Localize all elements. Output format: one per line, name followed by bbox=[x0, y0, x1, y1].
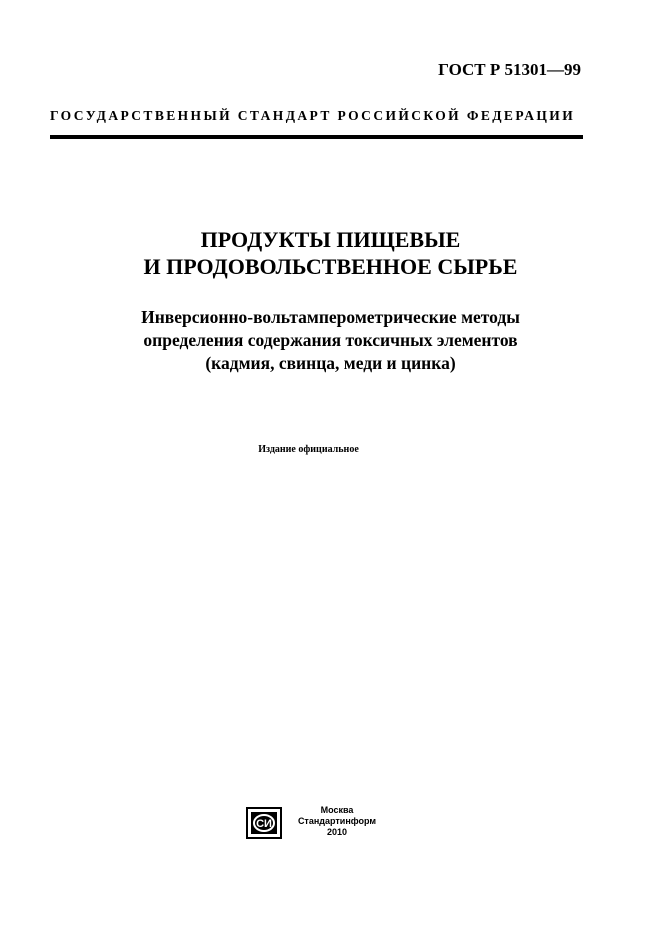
svg-text:СИ: СИ bbox=[256, 818, 272, 830]
publication-year: 2010 bbox=[326, 827, 348, 837]
title-line-1: ПРОДУКТЫ ПИЩЕВЫЕ bbox=[200, 227, 461, 252]
edition-label: Издание официальное bbox=[258, 444, 359, 455]
national-standard-heading: ГОСУДАРСТВЕННЫЙ СТАНДАРТ РОССИЙСКОЙ ФЕДЕРАЦИИ bbox=[50, 108, 576, 123]
subtitle-line-3: (кадмия, свинца, меди и цинка) bbox=[205, 353, 456, 373]
document-subtitle bbox=[0, 306, 661, 375]
header-rule bbox=[50, 135, 583, 139]
subtitle-line-1: Инверсионно-вольтамперометрические методы bbox=[141, 307, 520, 327]
publisher-block bbox=[246, 805, 396, 841]
title-line-2: И ПРОДОВОЛЬСТВЕННОЕ СЫРЬЕ bbox=[143, 254, 518, 279]
subtitle-line-2: определения содержания токсичных элементов bbox=[143, 330, 518, 350]
publisher-name: Стандартинформ bbox=[297, 816, 377, 826]
standartinform-logo-icon bbox=[246, 807, 282, 839]
document-title bbox=[0, 226, 661, 280]
publisher-city: Москва bbox=[320, 805, 354, 815]
doc-number: ГОСТ Р 51301—99 bbox=[438, 60, 581, 79]
